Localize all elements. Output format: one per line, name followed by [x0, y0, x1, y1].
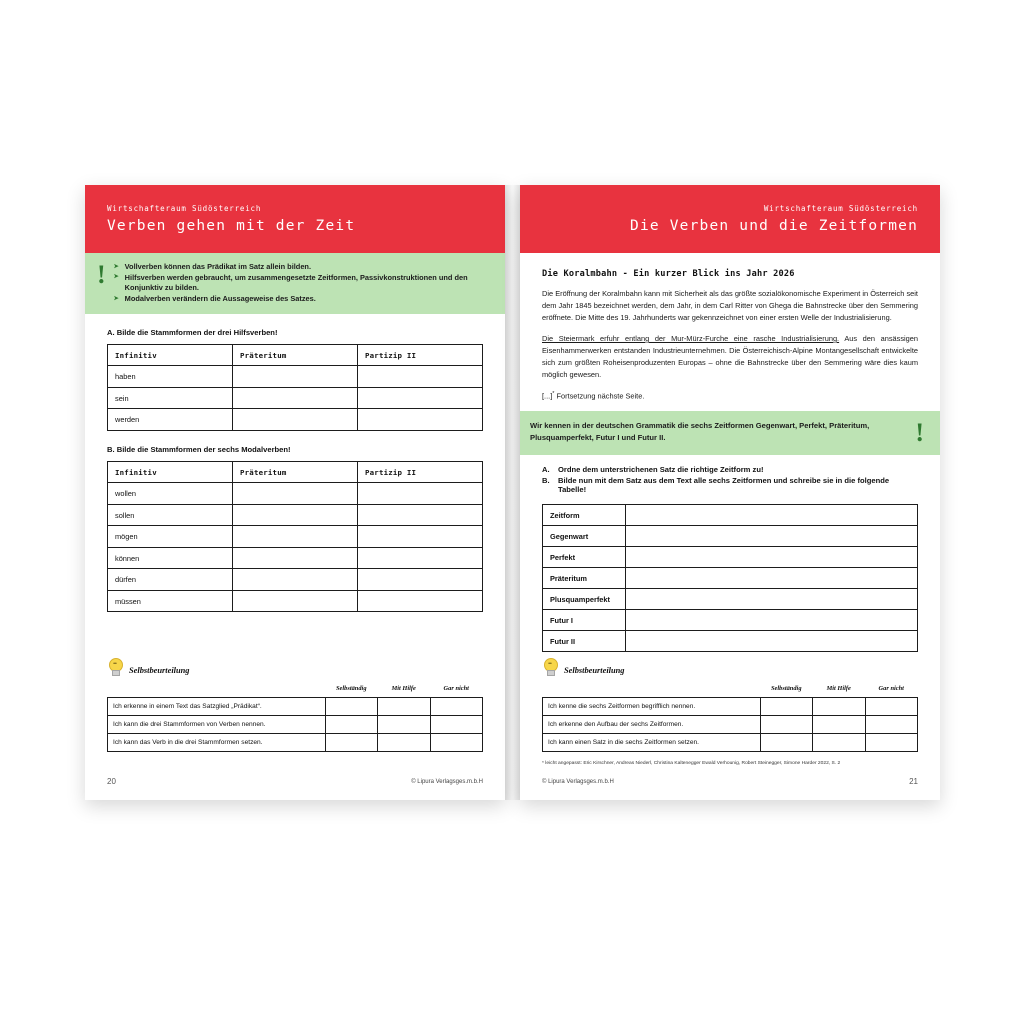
table-row	[543, 589, 918, 610]
underlined-sentence: Die Steiermark erfuhr entlang der Mur-Mürz-Furche eine rasche Industrialisierung.	[542, 333, 840, 343]
checkbox-cell[interactable]	[325, 734, 378, 752]
right-infobox-text: Wir kennen in der deutschen Grammatik die sechs Zeitformen Gegenwart, Perfekt, Präteritum, Plusquamperfekt, Futur I und Futur II.	[530, 421, 870, 442]
checkbox-cell[interactable]	[760, 716, 813, 734]
criterion-text: Ich erkenne in einem Text das Satzglied „Prädikat“.	[108, 698, 326, 716]
left-self-assessment	[107, 658, 483, 752]
criterion-text: Ich kann einen Satz in die sechs Zeitformen setzen.	[543, 734, 761, 752]
cell-blank[interactable]	[233, 547, 358, 569]
cell-verb: müssen	[108, 590, 233, 612]
checkbox-cell[interactable]	[760, 734, 813, 752]
table-row	[543, 568, 918, 589]
checkbox-cell[interactable]	[813, 734, 866, 752]
right-header-kicker: Wirtschafteraum Südösterreich	[763, 204, 918, 213]
list-item: ➤ Modalverben verändern die Aussageweise des Satzes.	[114, 294, 491, 305]
column-header: Infinitiv	[108, 344, 233, 366]
column-header: Zeitform	[543, 505, 626, 526]
cell-blank[interactable]	[625, 505, 918, 526]
table-row	[108, 409, 483, 431]
checkbox-cell[interactable]	[378, 698, 431, 716]
spacer-cell	[108, 680, 326, 698]
cell-blank[interactable]	[358, 547, 483, 569]
column-header: Gar nicht	[878, 685, 904, 692]
cell-verb: wollen	[108, 483, 233, 505]
cell-blank[interactable]	[625, 589, 918, 610]
lightbulb-icon: ••	[107, 658, 123, 676]
cell-blank[interactable]	[625, 631, 918, 652]
article-continuation	[542, 390, 918, 402]
cell-blank[interactable]	[625, 547, 918, 568]
table-row	[543, 610, 918, 631]
copyright-notice: © Lipura Verlagsges.m.b.H	[542, 778, 614, 785]
cell-blank[interactable]	[358, 366, 483, 388]
self-assessment-table	[107, 680, 483, 752]
tense-name: Plusquamperfekt	[543, 589, 626, 610]
left-header-title: Verben gehen mit der Zeit	[107, 218, 356, 234]
cell-verb: sollen	[108, 504, 233, 526]
right-infobox	[520, 411, 940, 455]
exclamation-icon: !	[915, 418, 924, 448]
page-number: 21	[909, 777, 918, 786]
task-letter: A.	[542, 465, 550, 475]
checkbox-cell[interactable]	[865, 698, 918, 716]
criterion-text: Ich kann das Verb in die drei Stammformen setzen.	[108, 734, 326, 752]
table-header-row	[108, 680, 483, 698]
tense-name: Präteritum	[543, 568, 626, 589]
left-page	[85, 185, 505, 800]
checkbox-cell[interactable]	[865, 734, 918, 752]
column-header: Präteritum	[233, 344, 358, 366]
table-row	[543, 631, 918, 652]
task-letter: B.	[542, 476, 550, 486]
table-row	[108, 698, 483, 716]
table-row	[108, 387, 483, 409]
self-assessment-header	[542, 658, 918, 676]
checkbox-cell[interactable]	[813, 716, 866, 734]
self-assessment-title: Selbstbeurteilung	[564, 666, 625, 675]
list-item: ➤ Hilfsverben werden gebraucht, um zusammengesetzte Zeitformen, Passivkonstruktionen und den Konjunktiv zu bilden.	[114, 273, 491, 294]
column-header: Selbständig	[335, 685, 367, 692]
table-row	[108, 716, 483, 734]
column-header: Mit Hilfe	[391, 685, 416, 692]
table-header-row	[543, 505, 918, 526]
table-row	[108, 569, 483, 591]
left-infobox-bullets	[114, 262, 491, 305]
cell-blank[interactable]	[358, 483, 483, 505]
tense-name: Gegenwart	[543, 526, 626, 547]
table-row	[108, 734, 483, 752]
cell-blank[interactable]	[358, 526, 483, 548]
continuation-marker: [...]	[542, 391, 553, 401]
lightbulb-icon: ••	[542, 658, 558, 676]
table-row	[543, 716, 918, 734]
right-tasks	[520, 455, 940, 652]
column-header: Gar nicht	[443, 685, 469, 692]
left-header-kicker: Wirtschafteraum Südösterreich	[107, 204, 262, 213]
cell-verb: können	[108, 547, 233, 569]
column-header: Infinitiv	[108, 461, 233, 483]
cell-blank[interactable]	[625, 526, 918, 547]
tense-name: Futur II	[543, 631, 626, 652]
checkbox-cell[interactable]	[430, 698, 483, 716]
cell-blank[interactable]	[233, 590, 358, 612]
article-paragraph-1: Die Eröffnung der Koralmbahn kann mit Sicherheit als das größte sozialökonomische Experiment in Österreich seit dem Jahr 1845 bezeichnet werden, dem Jahr, in dem Carl Ritter von Ghega die Bahnstrecke über den Semmering eröffnete. Die Mitte des 19. Jahrhunderts war gekennzeichnet von einer ersten Welle der Industrialisierung.	[542, 289, 918, 322]
checkbox-cell[interactable]	[813, 698, 866, 716]
table-row	[108, 526, 483, 548]
task-text: Ordne dem unterstrichenen Satz die richtige Zeitform zu!	[558, 465, 764, 475]
task-b-label: B. Bilde die Stammformen der sechs Modalverben!	[107, 444, 291, 454]
left-infobox	[85, 253, 505, 314]
table-row	[108, 590, 483, 612]
page-number: 20	[107, 777, 116, 786]
footnote-marker: *	[552, 390, 555, 397]
cell-blank[interactable]	[358, 387, 483, 409]
column-header: Partizip II	[358, 461, 483, 483]
copyright-notice: © Lipura Verlagsges.m.b.H	[411, 778, 483, 785]
tense-name: Futur I	[543, 610, 626, 631]
right-header-title: Die Verben und die Zeitformen	[630, 218, 918, 234]
hilfsverben-table	[107, 344, 483, 431]
table-header-row	[108, 461, 483, 483]
cell-blank[interactable]	[233, 504, 358, 526]
right-content	[520, 269, 940, 402]
cell-blank[interactable]	[625, 610, 918, 631]
cell-blank[interactable]	[233, 483, 358, 505]
source-footnote: * leicht angepasst: Eric Kirschner, Andreas Niederl, Christina Kaltenegger Ewald Verhounig, Robert Steinegger, Simone Harder 2022, S. 2	[542, 761, 841, 766]
cell-blank[interactable]	[233, 526, 358, 548]
right-page	[520, 185, 940, 800]
article-paragraph-2	[542, 333, 918, 381]
column-header: Präteritum	[233, 461, 358, 483]
cell-blank[interactable]	[233, 366, 358, 388]
right-self-assessment	[542, 658, 918, 752]
cell-verb: mögen	[108, 526, 233, 548]
modalverben-table	[107, 461, 483, 613]
criterion-text: Ich kann die drei Stammformen von Verben nennen.	[108, 716, 326, 734]
task-a-row	[542, 465, 918, 474]
book-spread	[85, 185, 940, 800]
table-row	[108, 504, 483, 526]
right-header-band	[520, 185, 940, 253]
table-row	[543, 526, 918, 547]
checkbox-cell[interactable]	[325, 716, 378, 734]
cell-verb: sein	[108, 387, 233, 409]
cell-verb: haben	[108, 366, 233, 388]
cell-blank[interactable]	[233, 409, 358, 431]
table-row	[108, 547, 483, 569]
cell-blank[interactable]	[358, 504, 483, 526]
exclamation-icon: !	[97, 260, 106, 289]
criterion-text: Ich kenne die sechs Zeitformen begrifflich nennen.	[543, 698, 761, 716]
list-item: ➤ Vollverben können das Prädikat im Satz allein bilden.	[114, 262, 491, 273]
cell-blank[interactable]	[233, 387, 358, 409]
checkbox-cell[interactable]	[378, 716, 431, 734]
cell-blank[interactable]	[358, 590, 483, 612]
left-content	[85, 328, 505, 613]
task-text: Bilde nun mit dem Satz aus dem Text alle sechs Zeitformen und schreibe sie in die folgende Tabelle!	[558, 476, 890, 495]
cell-verb: werden	[108, 409, 233, 431]
column-header: Mit Hilfe	[826, 685, 851, 692]
cell-blank[interactable]	[625, 568, 918, 589]
left-header-band	[85, 185, 505, 253]
checkbox-cell[interactable]	[378, 734, 431, 752]
right-page-footer	[542, 777, 918, 786]
table-row	[108, 366, 483, 388]
cell-blank[interactable]	[358, 409, 483, 431]
task-a-label: A. Bilde die Stammformen der drei Hilfsverben!	[107, 327, 278, 337]
table-row	[543, 547, 918, 568]
task-b-row	[542, 476, 918, 494]
zeitformen-table	[542, 504, 918, 652]
table-header-row	[108, 344, 483, 366]
table-row	[108, 483, 483, 505]
checkbox-cell[interactable]	[760, 698, 813, 716]
criterion-text: Ich erkenne den Aufbau der sechs Zeitformen.	[543, 716, 761, 734]
book-gutter	[505, 185, 520, 800]
table-header-row	[543, 680, 918, 698]
column-header: Partizip II	[358, 344, 483, 366]
left-page-footer	[107, 777, 483, 786]
tense-name: Perfekt	[543, 547, 626, 568]
spacer-cell	[543, 680, 761, 698]
checkbox-cell[interactable]	[865, 716, 918, 734]
continuation-rest: Fortsetzung nächste Seite.	[554, 391, 645, 401]
self-assessment-table	[542, 680, 918, 752]
cell-verb: dürfen	[108, 569, 233, 591]
checkbox-cell[interactable]	[430, 734, 483, 752]
self-assessment-header	[107, 658, 483, 676]
cell-blank[interactable]	[358, 569, 483, 591]
checkbox-cell[interactable]	[325, 698, 378, 716]
cell-blank[interactable]	[233, 569, 358, 591]
article-title: Die Koralmbahn - Ein kurzer Blick ins Jahr 2026	[542, 269, 795, 279]
self-assessment-title: Selbstbeurteilung	[129, 666, 190, 675]
table-row	[543, 734, 918, 752]
checkbox-cell[interactable]	[430, 716, 483, 734]
column-header: Selbständig	[770, 685, 802, 692]
table-row	[543, 698, 918, 716]
paragraph-2-rest: Aus den ansässigen Eisenhammerwerken entstanden Industrieunternehmen. Die Österreichisch-Alpine Montangesellschaft entwickelte sich zum größten Roheisenproduzenten Europas – ohne die Bahnstrecke über den Semmering wäre dies kaum möglich gewesen.	[542, 333, 918, 379]
